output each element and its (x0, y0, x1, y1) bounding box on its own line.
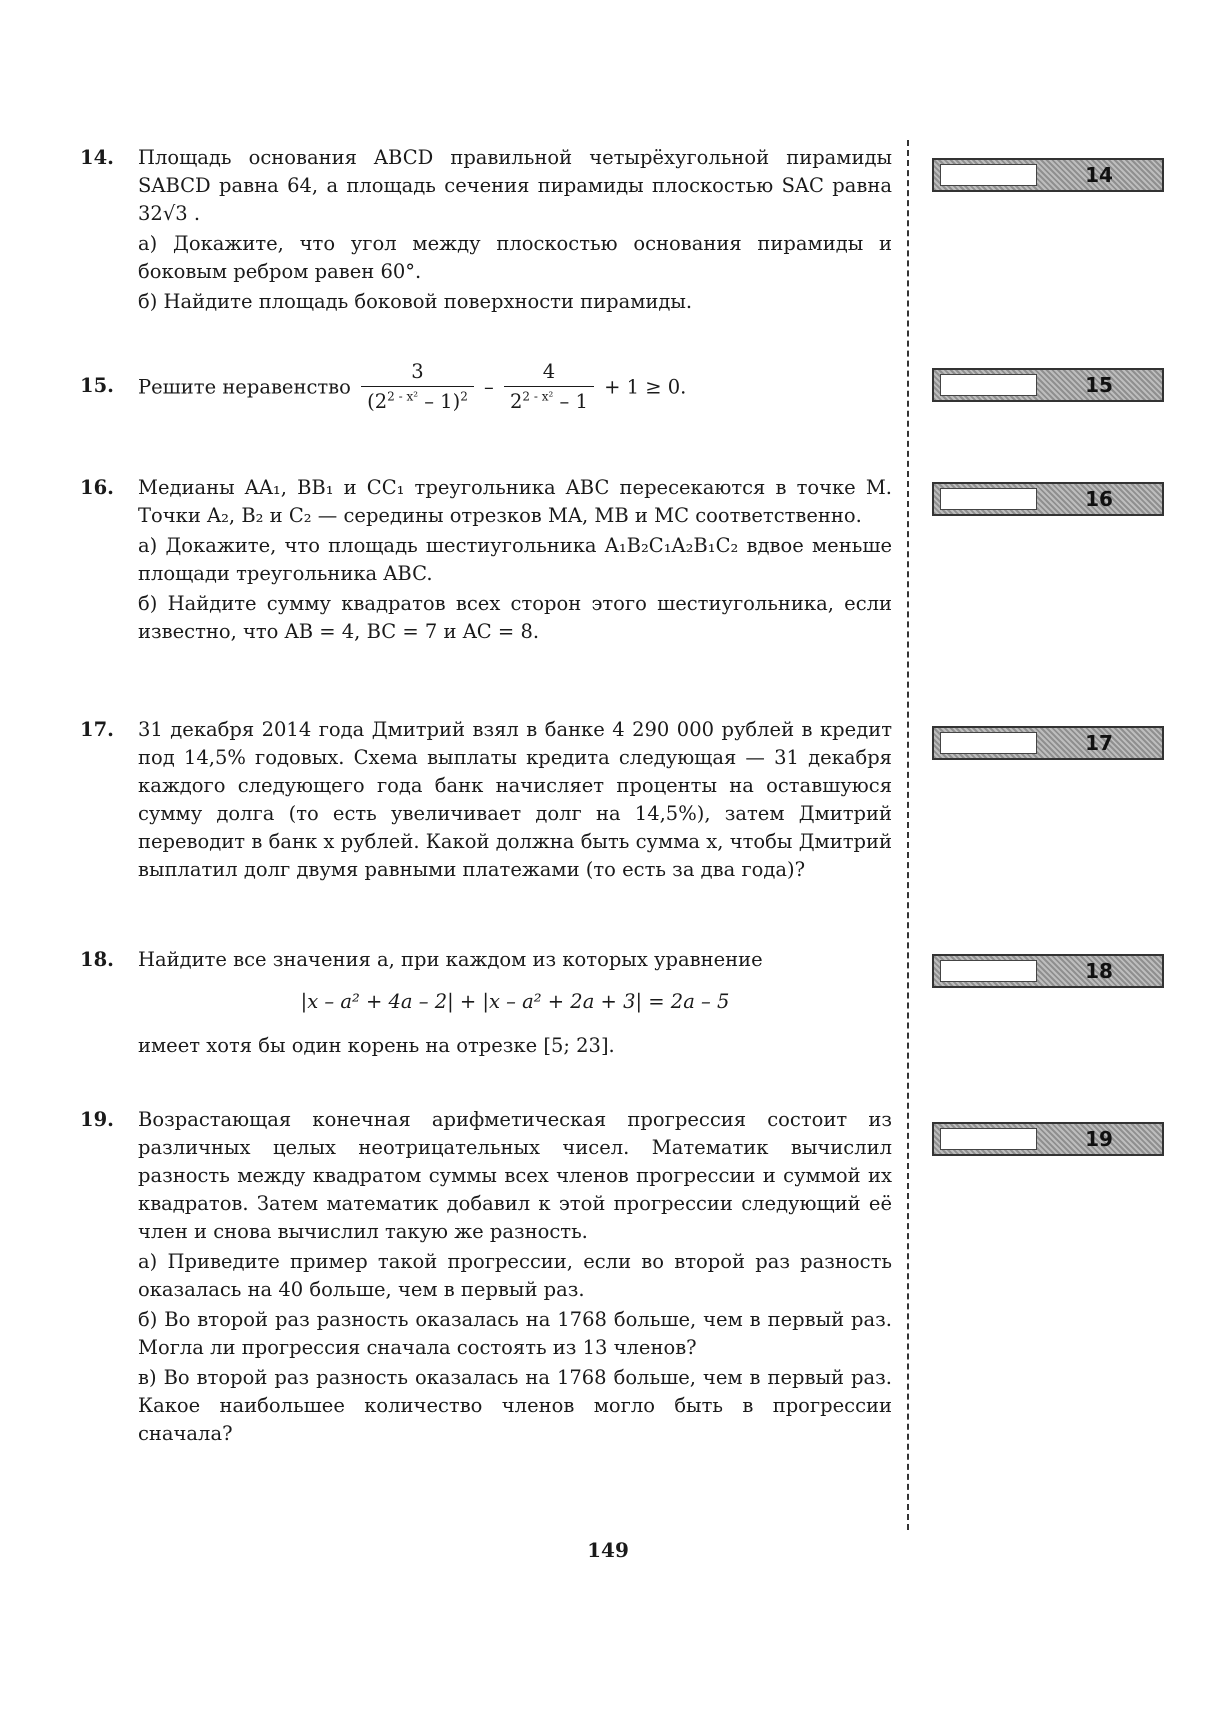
problem-text: Найдите все значения a, при каждом из которых уравнение (138, 948, 763, 971)
fraction-1 (361, 358, 474, 417)
answer-field[interactable] (940, 732, 1037, 754)
inequality-tail: + 1 ≥ 0. (604, 375, 687, 399)
problem-19 (80, 1106, 892, 1448)
answer-box-14[interactable] (932, 158, 1164, 192)
problem-part-b: б) Найдите сумму квадратов всех сторон этого шестиугольника, если известно, что AB = 4, BC = 7 и AC = 8. (138, 592, 892, 643)
problem-16 (80, 474, 892, 646)
problem-text: 31 декабря 2014 года Дмитрий взял в банке 4 290 000 рублей в кредит под 14,5% годовых. Схема выплаты кредита следующая — 31 декабря каждого следующего года банк начисляет проценты на оставшуюся сумму долга (то есть увеличивает долг на 14,5%), затем Дмитрий переводит в банк x рублей. Какой должна быть сумма x, чтобы Дмитрий выплатил долг двумя равными платежами (то есть за два года)? (138, 718, 892, 881)
answer-box-18[interactable] (932, 954, 1164, 988)
answer-box-label: 19 (1085, 1127, 1113, 1151)
fraction-numerator: 4 (504, 358, 594, 387)
answer-box-label: 17 (1085, 731, 1113, 755)
answer-box-label: 18 (1085, 959, 1113, 983)
problem-part-a: а) Приведите пример такой прогрессии, если во второй раз разность оказалась на 40 больше, чем в первый раз. (138, 1250, 892, 1301)
problem-text: Медианы AA₁, BB₁ и CC₁ треугольника ABC пересекаются в точке M. Точки A₂, B₂ и C₂ — середины отрезков MA, MB и MC соответственно. (138, 476, 892, 527)
inequality (138, 358, 892, 417)
problem-part-a: а) Докажите, что угол между плоскостью основания пирамиды и боковым ребром равен 60°. (138, 232, 892, 283)
problem-number: 15. (80, 374, 114, 397)
equation: |x – a² + 4a – 2| + |x – a² + 2a + 3| = 2a – 5 (300, 990, 730, 1013)
minus-sign: – (484, 375, 494, 399)
answer-box-15[interactable] (932, 368, 1164, 402)
answer-field[interactable] (940, 374, 1037, 396)
answer-box-label: 14 (1085, 163, 1113, 187)
problem-17 (80, 716, 892, 884)
fraction-denominator: $(2^{2 - x^2} - 1)^2$ (367, 389, 468, 413)
fraction-2 (504, 358, 594, 417)
problem-text: Площадь основания ABCD правильной четырёхугольной пирамиды SABCD равна 64, а площадь сечения пирамиды плоскостью SAC равна 32√3 . (138, 146, 892, 225)
problem-number: 17. (80, 718, 114, 741)
problem-15 (80, 358, 892, 417)
answer-box-16[interactable] (932, 482, 1164, 516)
problem-part-b: б) Во второй раз разность оказалась на 1768 больше, чем в первый раз. Могла ли прогрессия сначала состоять из 13 членов? (138, 1308, 892, 1359)
problem-part-b: б) Найдите площадь боковой поверхности пирамиды. (138, 290, 693, 313)
problem-text: Возрастающая конечная арифметическая прогрессия состоит из различных целых неотрицательных чисел. Математик вычислил разность между квадратом суммы всех членов прогрессии и суммой их квадратов. Затем математик добавил к этой прогрессии следующий её член и снова вычислил такую же разность. (138, 1108, 892, 1243)
fraction-denominator: $2^{2 - x^2} - 1$ (510, 389, 588, 413)
answer-box-label: 15 (1085, 373, 1113, 397)
answer-field[interactable] (940, 960, 1037, 982)
problem-part-c: в) Во второй раз разность оказалась на 1768 больше, чем в первый раз. Какое наибольшее количество членов могло быть в прогрессии сначала? (138, 1366, 892, 1445)
problem-number: 16. (80, 476, 114, 499)
problem-18 (80, 946, 892, 1060)
dashed-divider (907, 140, 909, 1530)
problem-number: 18. (80, 948, 114, 971)
problem-number: 14. (80, 146, 114, 169)
problem-part-a: а) Докажите, что площадь шестиугольника A₁B₂C₁A₂B₁C₂ вдвое меньше площади треугольника ABC. (138, 534, 892, 585)
problem-lead: Решите неравенство (138, 375, 351, 399)
answer-box-label: 16 (1085, 487, 1113, 511)
answer-box-17[interactable] (932, 726, 1164, 760)
problem-14 (80, 144, 892, 316)
answer-field[interactable] (940, 488, 1037, 510)
problem-number: 19. (80, 1108, 114, 1131)
answer-field[interactable] (940, 1128, 1037, 1150)
fraction-numerator: 3 (361, 358, 474, 387)
answer-field[interactable] (940, 164, 1037, 186)
problem-text-continuation: имеет хотя бы один корень на отрезке [5; 23]. (138, 1034, 615, 1057)
page-number: 149 (587, 1538, 629, 1562)
answer-box-19[interactable] (932, 1122, 1164, 1156)
